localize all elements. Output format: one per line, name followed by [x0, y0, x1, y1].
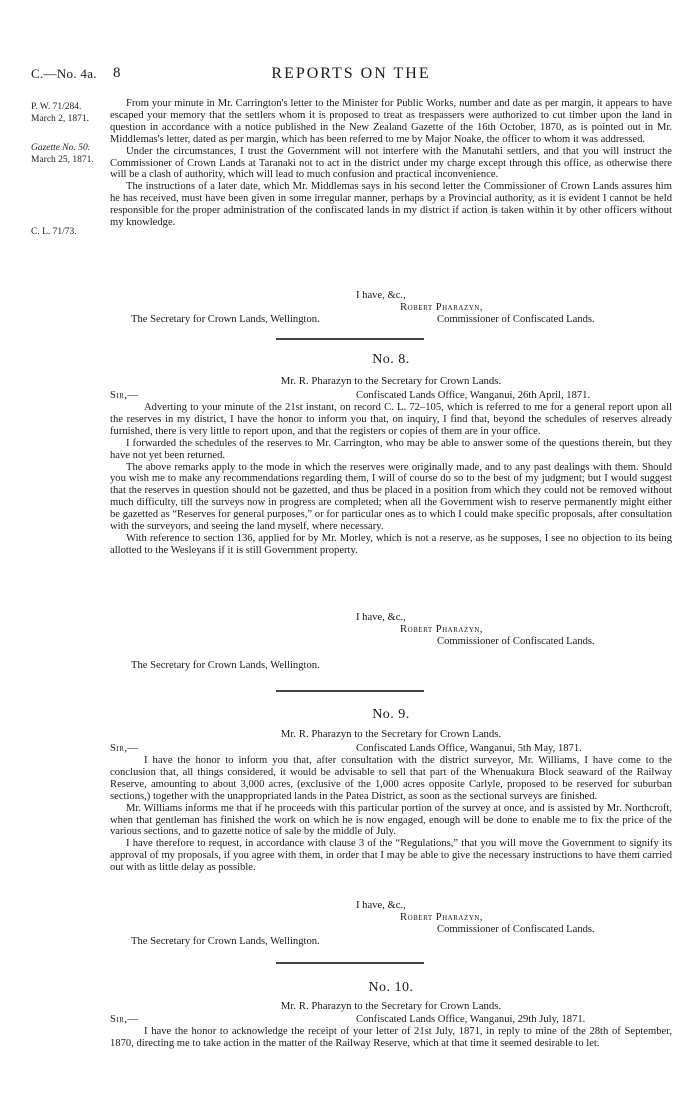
letter-number: No. 10.: [368, 980, 414, 995]
paragraph: I have the honor to acknowledge the receipt of your letter of 21st July, 1871, in reply to mine of the 28th of September, 1870, directing me to take action in the matter of the Railway Reserve, which at that time it seemed desirable to let.: [110, 1026, 672, 1049]
margin-note-gazette: Gazette No. 50.: [31, 143, 91, 153]
signer-name: Robert Pharazyn,: [400, 912, 483, 923]
signer-name: Robert Pharazyn,: [400, 624, 483, 635]
letter-body: [110, 1026, 672, 1050]
letter-subject: Mr. R. Pharazyn to the Secretary for Crown Lands.: [280, 728, 502, 740]
running-title: REPORTS ON THE: [271, 65, 431, 82]
paragraph: I have the honor to inform you that, after consultation with the district surveyor, Mr. Williams, I have come to the conclusion that, all things considered, it would be advisable to sell that part of the Whenuakura Block seaward of the Railway Reserve, amounting to about 3,000 acres, (exclusive of the 1,000 acres opposite Carlyle, proposed to be reserved for suburban sections,) together with the unappropriated lands in the Patea District, as soon as the sectional surveys are finished.: [110, 755, 672, 802]
letter-number: No. 9.: [372, 707, 410, 722]
dateline: Confiscated Lands Office, Wanganui, 26th April, 1871.: [356, 390, 591, 401]
paragraph: The above remarks apply to the mode in which the reserves were originally made, and to any past dealings with them. Should you wish me to make any recommendations regarding them, I will of course do so to the best of my judgment; but I would suggest that the reserves in question should not be gazetted, and thus be placed in a position from which they could not be removed without much difficulty, till the surveys now in progress are completed; when all the Government wish to reserve permanently might either be gazetted as “Reserves for general purposes,” or for particular ones as to which I could make specific proposals, after consultation with the surveyors, and seeing the land myself, where necessary.: [110, 461, 672, 533]
dateline: Confiscated Lands Office, Wanganui, 5th May, 1871.: [356, 743, 582, 754]
salutation: Sir,—: [110, 743, 139, 754]
section-divider: [276, 962, 424, 964]
margin-note-date: March 2, 1871.: [31, 114, 90, 124]
signer-title: Commissioner of Confiscated Lands.: [437, 314, 595, 325]
closing: I have, &c.,: [356, 612, 406, 623]
letter-body: [110, 402, 672, 557]
letter-subject: Mr. R. Pharazyn to the Secretary for Crown Lands.: [280, 375, 502, 387]
salutation: Sir,—: [110, 390, 139, 401]
paragraph: Under the circumstances, I trust the Government will not interfere with the Manutahi settlers, and that you will instruct the Commissioner of Crown Lands at Taranaki not to act in the district under my charge except through this office, as otherwise there will be a clash of authority, which will lead to much confusion and practical inconvenience.: [110, 145, 672, 181]
margin-note-date: March 25, 1871.: [31, 155, 94, 165]
header-ref: C.—No. 4a.: [31, 66, 97, 81]
paragraph: I have therefore to request, in accordance with clause 3 of the “Regulations,” that you will move the Government to signify its approval of my proposals, if you agree with them, in order that I may be able to give the necessary instructions to have them carried out with as little delay as possible.: [110, 838, 672, 874]
letter-subject: Mr. R. Pharazyn to the Secretary for Crown Lands.: [280, 1000, 502, 1012]
paragraph: The instructions of a later date, which Mr. Middlemas says in his second letter the Commissioner of Crown Lands assures him he has received, must have been given in some irregular manner, perhaps by a Provincial authority, as it is evident I cannot be held responsible for the proper administration of the confiscated lands in my district if action is taken within it by other officers without my knowledge.: [110, 181, 672, 229]
letter-body: [110, 755, 672, 874]
dateline: Confiscated Lands Office, Wanganui, 29th July, 1871.: [356, 1014, 586, 1025]
page-number: 8: [113, 65, 121, 81]
section-divider: [276, 690, 424, 692]
signer-title: Commissioner of Confiscated Lands.: [437, 636, 595, 647]
page-header: [31, 66, 671, 86]
letter-body: [110, 98, 672, 229]
salutation: Sir,—: [110, 1014, 139, 1025]
signer-name: Robert Pharazyn,: [400, 302, 483, 313]
letter-number: No. 8.: [372, 352, 410, 367]
paragraph: Mr. Williams informs me that if he proceeds with this particular portion of the survey at once, and is assisted by Mr. Northcroft, when that gentleman has finished the work on which he is now engaged, enough will be done to enable me to fix the price of the various sections, and to gazette notice of sale by the middle of July.: [110, 802, 672, 838]
signer-title: Commissioner of Confiscated Lands.: [437, 924, 595, 935]
margin-note-ref: C. L. 71/73.: [31, 227, 77, 237]
addressee: The Secretary for Crown Lands, Wellington.: [131, 936, 320, 947]
paragraph: From your minute in Mr. Carrington's letter to the Minister for Public Works, number and date as per margin, it appears to have escaped your memory that the settlers whom it is proposed to treat as trespassers were authorized to cut timber upon the land in question in accordance with a notice published in the New Zealand Gazette of the 16th October, 1870, as is pointed out in Mr. Middlemas's letter, dated as per margin, which has been referred to me by Major Noake, the officer to whom it was addressed.: [110, 98, 672, 145]
paragraph: With reference to section 136, applied for by Mr. Morley, which is not a reserve, as he supposes, I see no objection to its being allotted to the Wesleyans if it is still Government property.: [110, 532, 672, 556]
addressee: The Secretary for Crown Lands, Wellington.: [131, 660, 320, 671]
margin-note-ref: P. W. 71/284.: [31, 102, 82, 112]
closing: I have, &c.,: [356, 290, 406, 301]
section-divider: [276, 338, 424, 340]
paragraph: Adverting to your minute of the 21st instant, on record C. L. 72–105, which is referred to me for a general report upon all the reserves in my district, I have the honor to inform you that, on inquiry, I find that, beyond the schedules of reserves already furnished, there is very little to report upon, and that the registers or copies of them are in your office.: [110, 402, 672, 437]
closing: I have, &c.,: [356, 900, 406, 911]
addressee: The Secretary for Crown Lands, Wellington.: [131, 314, 320, 325]
paragraph: I forwarded the schedules of the reserves to Mr. Carrington, who may be able to answer some of the questions therein, but they have not yet been returned.: [110, 437, 672, 461]
